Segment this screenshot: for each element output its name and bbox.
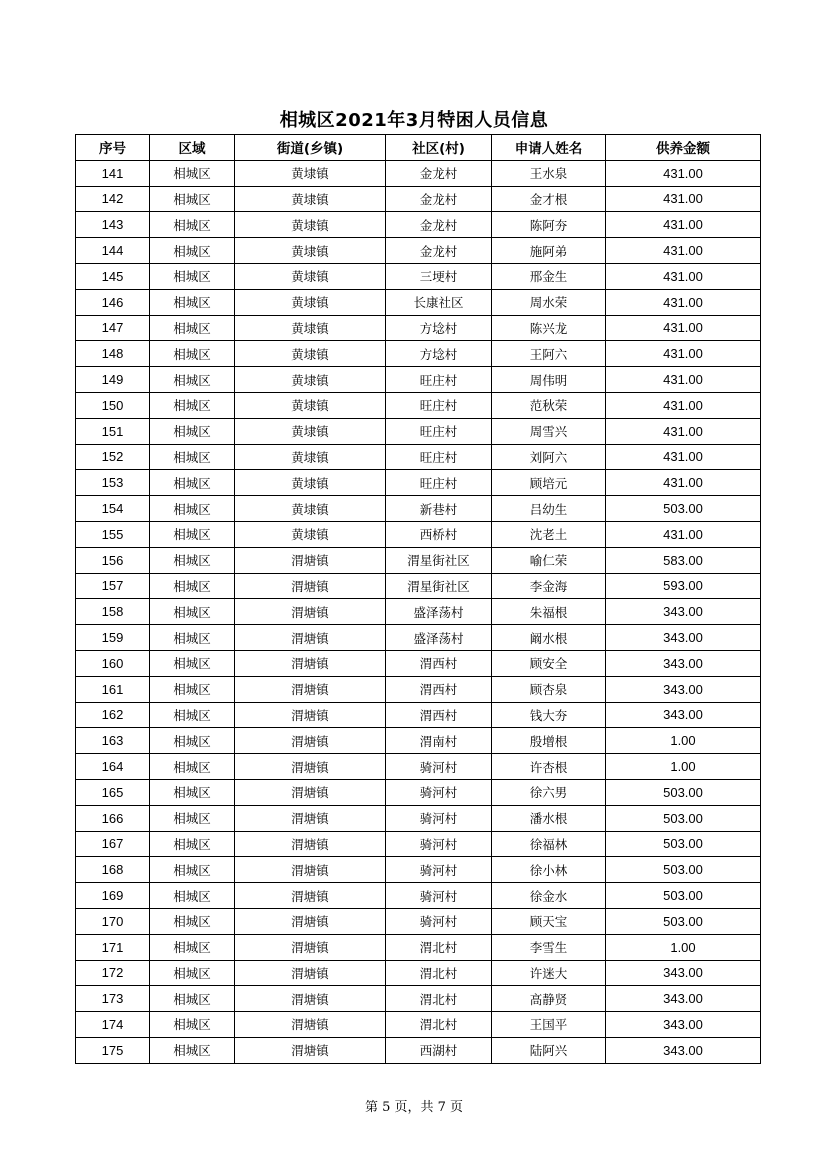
cell-amount: 343.00 xyxy=(606,1012,761,1038)
cell-community: 旺庄村 xyxy=(386,418,492,444)
cell-applicant: 许杏根 xyxy=(492,754,606,780)
cell-community: 渭南村 xyxy=(386,728,492,754)
cell-community: 西湖村 xyxy=(386,1037,492,1063)
cell-street: 渭塘镇 xyxy=(235,1012,386,1038)
cell-street: 渭塘镇 xyxy=(235,831,386,857)
cell-amount: 431.00 xyxy=(606,470,761,496)
cell-amount: 431.00 xyxy=(606,238,761,264)
cell-region: 相城区 xyxy=(150,470,235,496)
cell-street: 黄埭镇 xyxy=(235,341,386,367)
table-row xyxy=(76,212,761,238)
cell-street: 渭塘镇 xyxy=(235,676,386,702)
cell-community: 渭北村 xyxy=(386,986,492,1012)
cell-region: 相城区 xyxy=(150,1037,235,1063)
cell-street: 渭塘镇 xyxy=(235,986,386,1012)
table-row xyxy=(76,418,761,444)
cell-community: 渭西村 xyxy=(386,676,492,702)
cell-applicant: 顾安全 xyxy=(492,650,606,676)
cell-amount: 503.00 xyxy=(606,779,761,805)
cell-street: 黄埭镇 xyxy=(235,496,386,522)
cell-region: 相城区 xyxy=(150,857,235,883)
cell-index: 146 xyxy=(76,289,150,315)
cell-region: 相城区 xyxy=(150,625,235,651)
cell-amount: 503.00 xyxy=(606,831,761,857)
cell-applicant: 邢金生 xyxy=(492,263,606,289)
cell-applicant: 施阿弟 xyxy=(492,238,606,264)
cell-region: 相城区 xyxy=(150,805,235,831)
cell-region: 相城区 xyxy=(150,160,235,186)
cell-community: 西桥村 xyxy=(386,521,492,547)
table-row xyxy=(76,263,761,289)
cell-street: 黄埭镇 xyxy=(235,521,386,547)
table-row xyxy=(76,392,761,418)
cell-community: 骑河村 xyxy=(386,779,492,805)
cell-street: 渭塘镇 xyxy=(235,547,386,573)
cell-applicant: 陈兴龙 xyxy=(492,315,606,341)
table-row xyxy=(76,238,761,264)
cell-amount: 343.00 xyxy=(606,702,761,728)
cell-applicant: 王水泉 xyxy=(492,160,606,186)
cell-street: 渭塘镇 xyxy=(235,779,386,805)
cell-applicant: 沈老土 xyxy=(492,521,606,547)
table-row xyxy=(76,470,761,496)
table-row xyxy=(76,728,761,754)
cell-region: 相城区 xyxy=(150,650,235,676)
cell-region: 相城区 xyxy=(150,367,235,393)
cell-amount: 431.00 xyxy=(606,315,761,341)
table-row xyxy=(76,521,761,547)
cell-amount: 1.00 xyxy=(606,754,761,780)
cell-index: 166 xyxy=(76,805,150,831)
table-row xyxy=(76,650,761,676)
cell-region: 相城区 xyxy=(150,986,235,1012)
cell-amount: 431.00 xyxy=(606,444,761,470)
table-row xyxy=(76,779,761,805)
cell-region: 相城区 xyxy=(150,315,235,341)
cell-index: 147 xyxy=(76,315,150,341)
cell-amount: 343.00 xyxy=(606,650,761,676)
column-header-applicant: 申请人姓名 xyxy=(492,135,606,161)
cell-amount: 503.00 xyxy=(606,908,761,934)
cell-applicant: 顾天宝 xyxy=(492,908,606,934)
cell-index: 163 xyxy=(76,728,150,754)
cell-index: 152 xyxy=(76,444,150,470)
cell-index: 160 xyxy=(76,650,150,676)
cell-community: 长康社区 xyxy=(386,289,492,315)
cell-amount: 503.00 xyxy=(606,857,761,883)
cell-amount: 343.00 xyxy=(606,599,761,625)
cell-amount: 431.00 xyxy=(606,186,761,212)
cell-street: 黄埭镇 xyxy=(235,289,386,315)
cell-applicant: 周伟明 xyxy=(492,367,606,393)
column-header-community: 社区(村) xyxy=(386,135,492,161)
cell-index: 148 xyxy=(76,341,150,367)
cell-index: 142 xyxy=(76,186,150,212)
table-row xyxy=(76,908,761,934)
cell-community: 渭西村 xyxy=(386,702,492,728)
cell-amount: 343.00 xyxy=(606,625,761,651)
table-row xyxy=(76,676,761,702)
cell-community: 旺庄村 xyxy=(386,392,492,418)
cell-street: 黄埭镇 xyxy=(235,160,386,186)
cell-applicant: 王阿六 xyxy=(492,341,606,367)
cell-community: 骑河村 xyxy=(386,857,492,883)
cell-amount: 431.00 xyxy=(606,263,761,289)
cell-street: 渭塘镇 xyxy=(235,650,386,676)
cell-applicant: 徐小林 xyxy=(492,857,606,883)
cell-index: 144 xyxy=(76,238,150,264)
cell-region: 相城区 xyxy=(150,496,235,522)
cell-region: 相城区 xyxy=(150,521,235,547)
table-row xyxy=(76,1037,761,1063)
cell-community: 金龙村 xyxy=(386,160,492,186)
cell-index: 174 xyxy=(76,1012,150,1038)
cell-amount: 431.00 xyxy=(606,160,761,186)
cell-street: 黄埭镇 xyxy=(235,444,386,470)
cell-region: 相城区 xyxy=(150,444,235,470)
cell-region: 相城区 xyxy=(150,676,235,702)
table-row xyxy=(76,547,761,573)
cell-street: 渭塘镇 xyxy=(235,573,386,599)
cell-applicant: 高静贤 xyxy=(492,986,606,1012)
cell-community: 金龙村 xyxy=(386,212,492,238)
cell-community: 三埂村 xyxy=(386,263,492,289)
cell-amount: 583.00 xyxy=(606,547,761,573)
cell-amount: 503.00 xyxy=(606,883,761,909)
table-row xyxy=(76,599,761,625)
cell-community: 渭星街社区 xyxy=(386,573,492,599)
cell-region: 相城区 xyxy=(150,289,235,315)
cell-applicant: 许迷大 xyxy=(492,960,606,986)
cell-amount: 343.00 xyxy=(606,960,761,986)
cell-region: 相城区 xyxy=(150,728,235,754)
cell-applicant: 李雪生 xyxy=(492,934,606,960)
cell-applicant: 徐福林 xyxy=(492,831,606,857)
cell-index: 159 xyxy=(76,625,150,651)
cell-applicant: 范秋荣 xyxy=(492,392,606,418)
cell-community: 骑河村 xyxy=(386,831,492,857)
cell-index: 169 xyxy=(76,883,150,909)
cell-applicant: 陈阿夯 xyxy=(492,212,606,238)
cell-street: 渭塘镇 xyxy=(235,599,386,625)
column-header-region: 区域 xyxy=(150,135,235,161)
cell-street: 渭塘镇 xyxy=(235,625,386,651)
cell-street: 渭塘镇 xyxy=(235,805,386,831)
cell-amount: 431.00 xyxy=(606,367,761,393)
cell-amount: 1.00 xyxy=(606,934,761,960)
cell-applicant: 吕幼生 xyxy=(492,496,606,522)
cell-amount: 343.00 xyxy=(606,676,761,702)
cell-community: 渭北村 xyxy=(386,934,492,960)
cell-street: 渭塘镇 xyxy=(235,960,386,986)
cell-applicant: 阚水根 xyxy=(492,625,606,651)
cell-community: 骑河村 xyxy=(386,883,492,909)
cell-applicant: 陆阿兴 xyxy=(492,1037,606,1063)
cell-community: 旺庄村 xyxy=(386,470,492,496)
cell-street: 黄埭镇 xyxy=(235,186,386,212)
cell-applicant: 朱福根 xyxy=(492,599,606,625)
table-row xyxy=(76,496,761,522)
cell-street: 黄埭镇 xyxy=(235,315,386,341)
table-row xyxy=(76,289,761,315)
cell-index: 173 xyxy=(76,986,150,1012)
cell-community: 旺庄村 xyxy=(386,444,492,470)
cell-region: 相城区 xyxy=(150,702,235,728)
cell-region: 相城区 xyxy=(150,186,235,212)
cell-region: 相城区 xyxy=(150,573,235,599)
cell-index: 170 xyxy=(76,908,150,934)
cell-street: 黄埭镇 xyxy=(235,418,386,444)
cell-index: 156 xyxy=(76,547,150,573)
cell-street: 黄埭镇 xyxy=(235,238,386,264)
cell-index: 143 xyxy=(76,212,150,238)
cell-street: 渭塘镇 xyxy=(235,883,386,909)
cell-region: 相城区 xyxy=(150,754,235,780)
cell-amount: 593.00 xyxy=(606,573,761,599)
cell-street: 黄埭镇 xyxy=(235,367,386,393)
cell-region: 相城区 xyxy=(150,599,235,625)
cell-index: 175 xyxy=(76,1037,150,1063)
cell-amount: 431.00 xyxy=(606,341,761,367)
cell-region: 相城区 xyxy=(150,779,235,805)
cell-street: 黄埭镇 xyxy=(235,470,386,496)
page-title: 相城区2021年3月特困人员信息 xyxy=(279,110,549,131)
cell-index: 161 xyxy=(76,676,150,702)
cell-index: 167 xyxy=(76,831,150,857)
cell-applicant: 殷增根 xyxy=(492,728,606,754)
table-row xyxy=(76,1012,761,1038)
cell-region: 相城区 xyxy=(150,341,235,367)
table-row xyxy=(76,160,761,186)
cell-index: 153 xyxy=(76,470,150,496)
cell-amount: 503.00 xyxy=(606,805,761,831)
table-row xyxy=(76,831,761,857)
cell-applicant: 金才根 xyxy=(492,186,606,212)
cell-street: 渭塘镇 xyxy=(235,934,386,960)
cell-index: 172 xyxy=(76,960,150,986)
cell-index: 145 xyxy=(76,263,150,289)
cell-community: 骑河村 xyxy=(386,908,492,934)
cell-index: 158 xyxy=(76,599,150,625)
cell-region: 相城区 xyxy=(150,883,235,909)
cell-community: 新巷村 xyxy=(386,496,492,522)
cell-index: 171 xyxy=(76,934,150,960)
cell-index: 162 xyxy=(76,702,150,728)
cell-applicant: 周雪兴 xyxy=(492,418,606,444)
cell-community: 盛泽荡村 xyxy=(386,599,492,625)
cell-applicant: 喻仁荣 xyxy=(492,547,606,573)
cell-community: 渭北村 xyxy=(386,960,492,986)
cell-applicant: 徐六男 xyxy=(492,779,606,805)
cell-community: 金龙村 xyxy=(386,238,492,264)
table-body xyxy=(76,160,761,1063)
cell-community: 骑河村 xyxy=(386,754,492,780)
cell-amount: 1.00 xyxy=(606,728,761,754)
cell-street: 黄埭镇 xyxy=(235,392,386,418)
cell-index: 141 xyxy=(76,160,150,186)
table-row xyxy=(76,341,761,367)
table-row xyxy=(76,986,761,1012)
cell-street: 黄埭镇 xyxy=(235,212,386,238)
table-row xyxy=(76,315,761,341)
table-row xyxy=(76,702,761,728)
cell-street: 渭塘镇 xyxy=(235,908,386,934)
cell-amount: 343.00 xyxy=(606,986,761,1012)
cell-index: 168 xyxy=(76,857,150,883)
cell-street: 渭塘镇 xyxy=(235,1037,386,1063)
cell-index: 150 xyxy=(76,392,150,418)
cell-applicant: 潘水根 xyxy=(492,805,606,831)
cell-community: 旺庄村 xyxy=(386,367,492,393)
cell-amount: 431.00 xyxy=(606,521,761,547)
cell-street: 渭塘镇 xyxy=(235,728,386,754)
cell-community: 盛泽荡村 xyxy=(386,625,492,651)
cell-community: 方埝村 xyxy=(386,315,492,341)
cell-index: 154 xyxy=(76,496,150,522)
cell-street: 黄埭镇 xyxy=(235,263,386,289)
cell-region: 相城区 xyxy=(150,934,235,960)
table-row xyxy=(76,367,761,393)
cell-applicant: 钱大夯 xyxy=(492,702,606,728)
cell-community: 渭北村 xyxy=(386,1012,492,1038)
cell-index: 164 xyxy=(76,754,150,780)
cell-street: 渭塘镇 xyxy=(235,857,386,883)
cell-index: 151 xyxy=(76,418,150,444)
cell-region: 相城区 xyxy=(150,908,235,934)
cell-street: 渭塘镇 xyxy=(235,702,386,728)
cell-applicant: 周水荣 xyxy=(492,289,606,315)
cell-applicant: 李金海 xyxy=(492,573,606,599)
cell-index: 149 xyxy=(76,367,150,393)
cell-community: 渭西村 xyxy=(386,650,492,676)
cell-community: 渭星街社区 xyxy=(386,547,492,573)
cell-amount: 431.00 xyxy=(606,212,761,238)
cell-index: 165 xyxy=(76,779,150,805)
table-header-row xyxy=(76,135,761,161)
table-row xyxy=(76,444,761,470)
cell-index: 155 xyxy=(76,521,150,547)
table-row xyxy=(76,857,761,883)
cell-region: 相城区 xyxy=(150,547,235,573)
cell-applicant: 顾杏泉 xyxy=(492,676,606,702)
column-header-index: 序号 xyxy=(76,135,150,161)
cell-community: 骑河村 xyxy=(386,805,492,831)
table-row xyxy=(76,934,761,960)
data-table xyxy=(75,134,761,1064)
cell-region: 相城区 xyxy=(150,960,235,986)
cell-region: 相城区 xyxy=(150,238,235,264)
cell-index: 157 xyxy=(76,573,150,599)
column-header-street: 街道(乡镇) xyxy=(235,135,386,161)
cell-applicant: 顾培元 xyxy=(492,470,606,496)
cell-applicant: 刘阿六 xyxy=(492,444,606,470)
cell-region: 相城区 xyxy=(150,392,235,418)
cell-amount: 431.00 xyxy=(606,418,761,444)
cell-amount: 431.00 xyxy=(606,392,761,418)
cell-region: 相城区 xyxy=(150,831,235,857)
cell-community: 金龙村 xyxy=(386,186,492,212)
cell-community: 方埝村 xyxy=(386,341,492,367)
cell-amount: 343.00 xyxy=(606,1037,761,1063)
table-row xyxy=(76,754,761,780)
cell-region: 相城区 xyxy=(150,1012,235,1038)
table-row xyxy=(76,573,761,599)
cell-amount: 431.00 xyxy=(606,289,761,315)
table-row xyxy=(76,883,761,909)
table-row xyxy=(76,960,761,986)
table-row xyxy=(76,625,761,651)
cell-applicant: 徐金水 xyxy=(492,883,606,909)
table-row xyxy=(76,805,761,831)
cell-region: 相城区 xyxy=(150,263,235,289)
cell-region: 相城区 xyxy=(150,418,235,444)
table-row xyxy=(76,186,761,212)
cell-amount: 503.00 xyxy=(606,496,761,522)
page-footer: 第 5 页，共 7 页 xyxy=(364,1100,464,1115)
cell-applicant: 王国平 xyxy=(492,1012,606,1038)
cell-street: 渭塘镇 xyxy=(235,754,386,780)
cell-region: 相城区 xyxy=(150,212,235,238)
column-header-amount: 供养金额 xyxy=(606,135,761,161)
